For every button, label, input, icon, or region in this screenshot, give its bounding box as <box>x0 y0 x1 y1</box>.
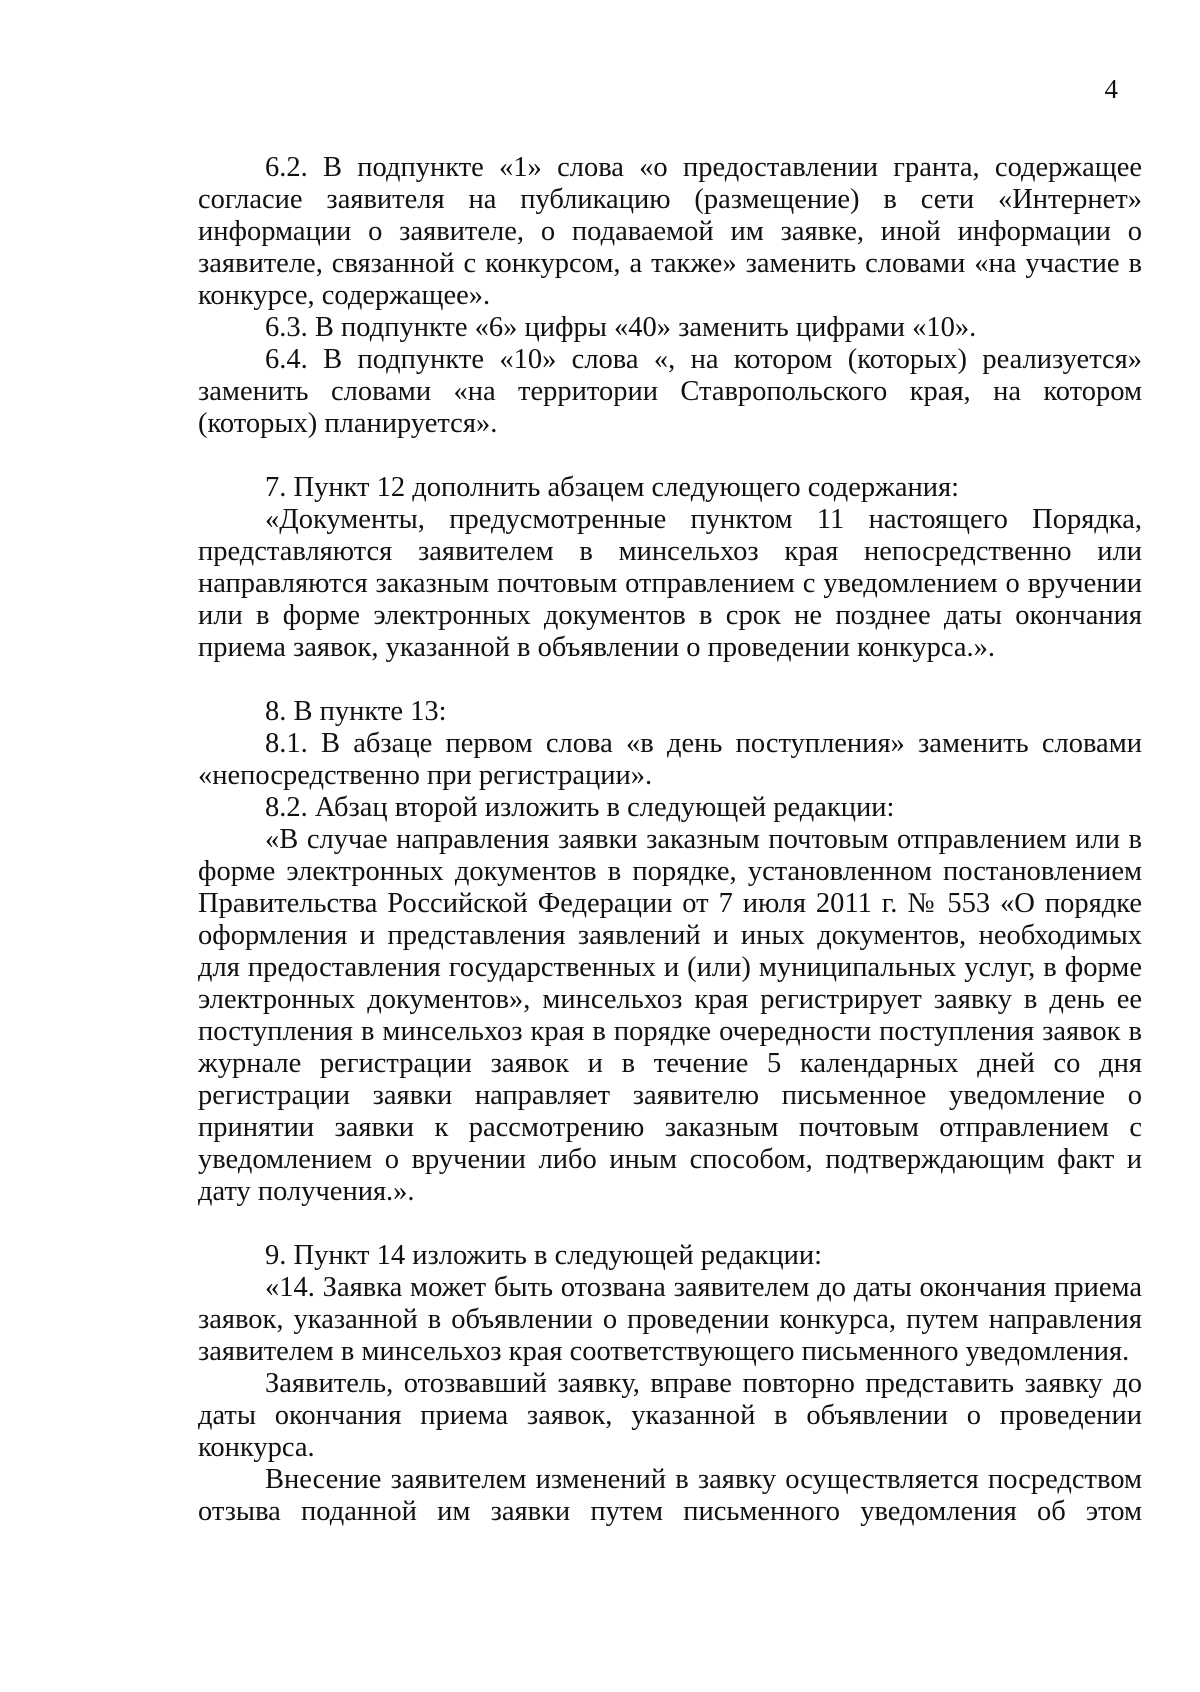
paragraph-8-1: 8.1. В абзаце первом слова «в день поступления» заменить словами «непосредственно при регистрации». <box>198 728 1142 791</box>
paragraph-8: 8. В пункте 13: <box>265 696 447 727</box>
paragraph-6-4: 6.4. В подпункте «10» слова «, на котором (которых) реализуется» заменить словами «на территории Ставропольского края, на котором (которых) планируется». <box>198 344 1142 439</box>
paragraph-9-quote-3: Внесение заявителем изменений в заявку осуществляется посредством отзыва поданной им заявки путем письменного уведомления об этом <box>198 1464 1142 1527</box>
paragraph-8-2-quote: «В случае направления заявки заказным почтовым отправлением или в форме электронных документов в порядке, установленном постановлением Правительства Российской Федерации от 7 июля 2011 г. № 553 «О порядке оформления и представления заявлений и иных документов, необходимых для предоставления государственных и (или) муниципальных услуг, в форме электронных документов», минсельхоз края регистрирует заявку в день ее поступления в минсельхоз края в порядке очередности поступления заявок в журнале регистрации заявок и в течение 5 календарных дней со дня регистрации заявки направляет заявителю письменное уведомление о принятии заявки к рассмотрению заказным почтовым отправлением с уведомлением о вручении либо иным способом, подтверждающим факт и дату получения.». <box>198 824 1142 1207</box>
paragraph-7: 7. Пункт 12 дополнить абзацем следующего содержания: <box>265 472 960 503</box>
paragraph-9-quote-1: «14. Заявка может быть отозвана заявителем до даты окончания приема заявок, указанной в объявлении о проведении конкурса, путем направления заявителем в минсельхоз края соответствующего письменного уведомления. <box>198 1272 1142 1367</box>
paragraph-9: 9. Пункт 14 изложить в следующей редакции: <box>265 1240 822 1271</box>
paragraph-7-quote: «Документы, предусмотренные пунктом 11 настоящего Порядка, представляются заявителем в минсельхоз края непосредственно или направляются заказным почтовым отправлением с уведомлением о вручении или в форме электронных документов в срок не позднее даты окончания приема заявок, указанной в объявлении о проведении конкурса.». <box>198 504 1142 663</box>
paragraph-9-quote-2: Заявитель, отозвавший заявку, вправе повторно представить заявку до даты окончания приема заявок, указанной в объявлении о проведении конкурса. <box>198 1368 1142 1463</box>
paragraph-6-2: 6.2. В подпункте «1» слова «о предоставлении гранта, содержащее согласие заявителя на публикацию (размещение) в сети «Интернет» информации о заявителе, о подаваемой им заявке, иной информации о заявителе, связанной с конкурсом, а также» заменить словами «на участие в конкурсе, содержащее». <box>198 152 1142 311</box>
page-number: 4 <box>1104 74 1118 104</box>
document-body <box>198 152 1142 1528</box>
paragraph-6-3: 6.3. В подпункте «6» цифры «40» заменить цифрами «10». <box>265 312 977 343</box>
paragraph-8-2: 8.2. Абзац второй изложить в следующей редакции: <box>265 792 895 823</box>
